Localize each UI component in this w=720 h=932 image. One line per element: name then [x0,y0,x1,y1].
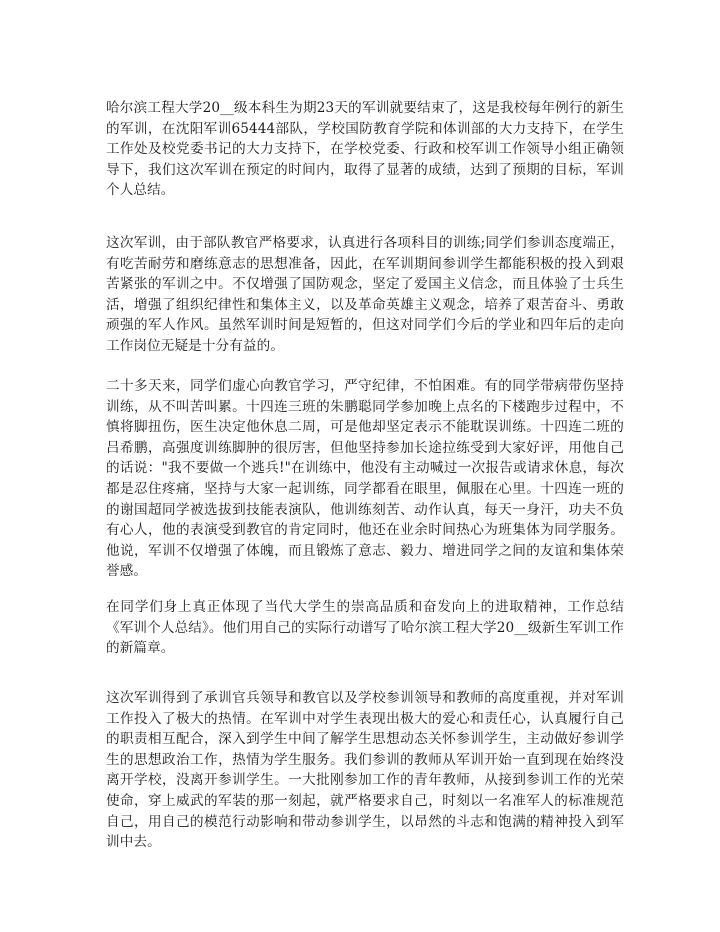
paragraph-intro: 哈尔滨工程大学20__级本科生为期23天的军训就要结束了，这是我校每年例行的新生的军训，在沈阳军训65444部队，学校国防教育学院和体训部的大力支持下，在学生工作处及校党委书记的大力支持下，在学校党委、行政和校军训工作领导小组正确领导下，我们这次军训在预定的时间内，取得了显著的成绩，达到了预期的目标，军训个人总结。 [106,100,624,199]
paragraph-teachers: 这次军训得到了承训官兵领导和教官以及学校参训领导和教师的高度重视，并对军训工作投入了极大的热情。在军训中对学生表现出极大的爱心和责任心，认真履行自己的职责相互配合，深入到学生中间了解学生思想动态关怀参训学生，主动做好参训学生的思想政治工作，热情为学生服务。我们参训的教师从军训开始一直到现在始终没离开学校，没离开参训学生。一大批刚参加工作的青年教师，从接到参训工作的光荣使命，穿上威武的军装的那一刻起，就严格要求自己，时刻以一名准军人的标准规范自己，用自己的模范行动影响和带动参训学生，以昂然的斗志和饱满的精神投入到军训中去。 [106,690,624,851]
paragraph-training-attitude: 这次军训，由于部队教官严格要求，认真进行各项科目的训练;同学们参训态度端正，有吃苦耐劳和磨练意志的思想准备，因此，在军训期间参训学生都能积极的投入到艰苦紧张的军训之中。不仅增强了国防观念，坚定了爱国主义信念，而且体验了士兵生活，增强了组织纪律性和集体主义，以及革命英雄主义观念，培养了艰苦奋斗、勇敢顽强的军人作风。虽然军训时间是短暂的，但这对同学们今后的学业和四年后的走向工作岗位无疑是十分有益的。 [106,235,624,354]
paragraph-student-examples: 二十多天来，同学们虚心向教官学习，严守纪律，不怕困难。有的同学带病带伤坚持训练，从不叫苦叫累。十四连三班的朱鹏聪同学参加晚上点名的下楼跑步过程中，不慎将脚扭伤，医生决定他休息二周，可是他却坚定表示不能耽误训练。十四连二班的吕希鹏，高强度训练脚肿的很厉害，但他坚持参加长途拉练受到大家好评，用他自己的话说："我不要做一个逃兵!"在训练中，他没有主动喊过一次报告或请求休息，每次都是忍住疼痛，坚持与大家一起训练，同学都看在眼里，佩服在心里。十四连一班的的谢国超同学被选拔到技能表演队，他训练刻苦、动作认真，每天一身汗，功夫不负有心人，他的表演受到教官的肯定同时，他还在业余时间热心为班集体为同学服务。他说，军训不仅增强了体魄，而且锻炼了意志、毅力、增进同学之间的友谊和集体荣誉感。 [106,378,624,580]
paragraph-spirit: 在同学们身上真正体现了当代大学生的崇高品质和奋发向上的进取精神，工作总结《军训个人总结》。他们用自己的实际行动谱写了哈尔滨工程大学20__级新生军训工作的新篇章。 [106,599,624,657]
